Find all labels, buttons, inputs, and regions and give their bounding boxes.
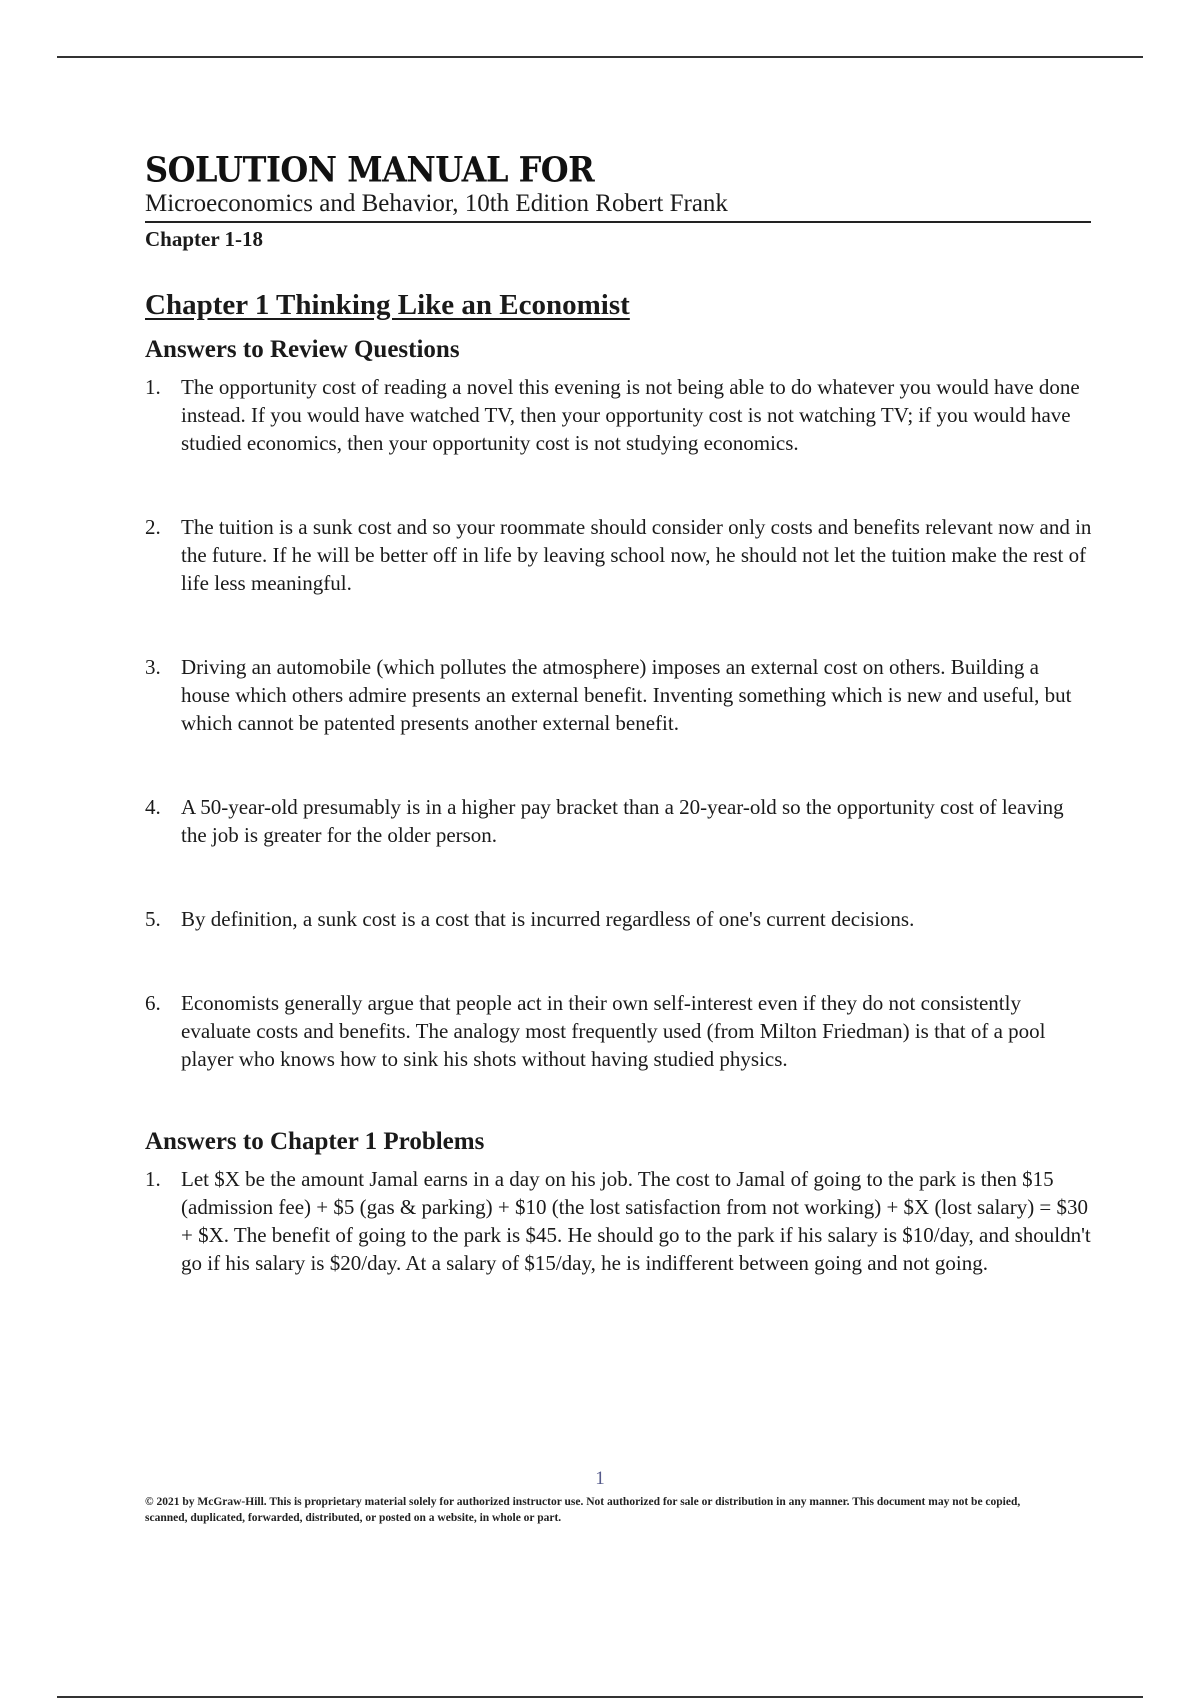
item-number: 2. [145, 515, 161, 539]
item-number: 1. [145, 1167, 161, 1191]
answer-text: Economists generally argue that people act in their own self-interest even if they do not consistently evaluate costs and benefits. The analogy most frequently used (from Milton Friedman) is that of a pool player who knows how to sink his shots without having studied physics. [181, 991, 1046, 1071]
item-number: 3. [145, 655, 161, 679]
document-page [145, 150, 1093, 1277]
chapter-problems-heading: Answers to Chapter 1 Problems [145, 1128, 485, 1155]
item-number: 1. [145, 375, 161, 399]
chapter-range: Chapter 1-18 [145, 227, 264, 251]
answer-text: The tuition is a sunk cost and so your roommate should consider only costs and benefits relevant now and in the future. If he will be better off in life by leaving school now, he should not let the tuition make the rest of life less meaningful. [181, 515, 1092, 595]
bottom-rule [57, 1696, 1143, 1698]
list-item [145, 653, 1093, 737]
list-item [145, 373, 1093, 457]
problem-answers-list [145, 1165, 1093, 1277]
copyright-notice: © 2021 by McGraw-Hill. This is proprietary material solely for authorized instructor use. Not authorized for sale or distribution in any manner. This document may not be copied, scanned, duplicated, forwarded, distributed, or posted on a website, in whole or part. [145, 1496, 1021, 1524]
list-item [145, 989, 1093, 1073]
list-item [145, 513, 1093, 597]
answer-text: A 50-year-old presumably is in a higher pay bracket than a 20-year-old so the opportunity cost of leaving the job is greater for the older person. [181, 795, 1064, 847]
answer-text: Driving an automobile (which pollutes the atmosphere) imposes an external cost on others. Building a house which others admire presents an external benefit. Inventing something which is new and useful, but which cannot be patented presents another external benefit. [181, 655, 1072, 735]
answer-text: Let $X be the amount Jamal earns in a day on his job. The cost to Jamal of going to the park is then $15 (admission fee) + $5 (gas & parking) + $10 (the lost satisfaction from not working) + $X (lost salary) = $30 + $X. The benefit of going to the park is $45. He should go to the park if his salary is $10/day, and shouldn't go if his salary is $20/day. At a salary of $15/day, he is indifferent between going and not going. [181, 1167, 1091, 1275]
list-item [145, 793, 1093, 849]
answer-text: The opportunity cost of reading a novel this evening is not being able to do whatever you would have done instead. If you would have watched TV, then your opportunity cost is not watching TV; if you would have studied economics, then your opportunity cost is not studying economics. [181, 375, 1080, 455]
page-number: 1 [595, 1468, 605, 1489]
item-number: 4. [145, 795, 161, 819]
item-number: 6. [145, 991, 161, 1015]
answer-text: By definition, a sunk cost is a cost that is incurred regardless of one's current decisions. [181, 907, 915, 931]
review-answers-list [145, 373, 1093, 1073]
review-questions-heading: Answers to Review Questions [145, 336, 460, 363]
chapter-heading: Chapter 1 Thinking Like an Economist [145, 289, 630, 321]
document-title: SOLUTION MANUAL FOR [145, 148, 595, 190]
list-item [145, 1165, 1093, 1277]
document-subtitle: Microeconomics and Behavior, 10th Edition Robert Frank [145, 189, 1091, 223]
item-number: 5. [145, 907, 161, 931]
list-item [145, 905, 1093, 933]
top-rule [57, 56, 1143, 58]
